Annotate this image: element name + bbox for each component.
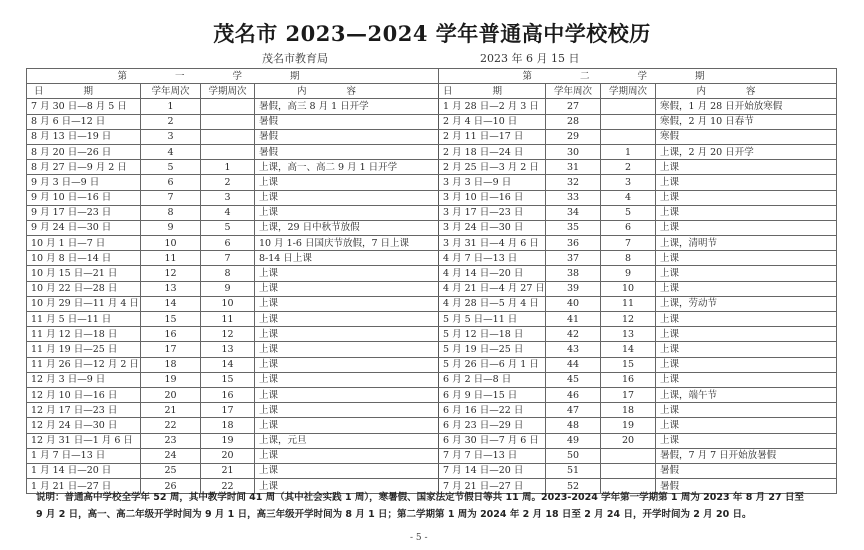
cell-year-week: 21 (141, 403, 201, 418)
cell-content: 上课 (656, 403, 837, 418)
table-row (27, 357, 837, 372)
cell-content: 上课 (255, 266, 439, 281)
cell-content: 暑假，高三 8 月 1 日开学 (255, 99, 439, 114)
cell-date: 10 月 15 日—21 日 (27, 266, 141, 281)
cell-term-week: 2 (201, 175, 255, 190)
cell-year-week: 16 (141, 327, 201, 342)
cell-term-week: 19 (601, 418, 656, 433)
cell-date: 2 月 11 日—17 日 (439, 129, 546, 144)
cell-term-week: 10 (601, 281, 656, 296)
cell-year-week: 1 (141, 99, 201, 114)
cell-term-week: 14 (601, 342, 656, 357)
cell-date: 6 月 2 日—8 日 (439, 372, 546, 387)
cell-term-week: 7 (201, 251, 255, 266)
issue-date: 2023 年 6 月 15 日 (480, 52, 580, 65)
cell-date: 2 月 4 日—10 日 (439, 114, 546, 129)
cell-date: 6 月 30 日—7 月 6 日 (439, 433, 546, 448)
cell-year-week: 35 (546, 220, 601, 235)
cell-content: 上课 (255, 448, 439, 463)
cell-year-week: 5 (141, 160, 201, 175)
table-row (27, 372, 837, 387)
note-line-2: 9 月 2 日，高一、高二年级开学时间为 9 月 1 日，高三年级开学时间为 8 月 1 日；第二学期第 1 周为 2024 年 2 月 18 日至 2 月 24 日，开学时间为 2 月 20 日。 (36, 509, 752, 520)
table-row (27, 190, 837, 205)
cell-content: 上课 (656, 175, 837, 190)
cell-term-week: 6 (601, 220, 656, 235)
cell-content: 上课 (255, 342, 439, 357)
cell-year-week: 7 (141, 190, 201, 205)
cell-content: 上课，高一、高二 9 月 1 日开学 (255, 160, 439, 175)
cell-date: 3 月 31 日—4 月 6 日 (439, 236, 546, 251)
cell-date: 5 月 5 日—11 日 (439, 312, 546, 327)
cell-year-week: 17 (141, 342, 201, 357)
cell-year-week: 19 (141, 372, 201, 387)
cell-term-week: 10 (201, 296, 255, 311)
cell-term-week: 8 (601, 251, 656, 266)
cell-term-week (201, 99, 255, 114)
cell-year-week: 8 (141, 205, 201, 220)
cell-year-week: 41 (546, 312, 601, 327)
cell-term-week: 22 (201, 479, 255, 494)
cell-content: 寒假，2 月 10 日春节 (656, 114, 837, 129)
cell-content: 上课，2 月 20 日开学 (656, 144, 837, 159)
cell-date: 10 月 29 日—11 月 4 日 (27, 296, 141, 311)
cell-date: 5 月 26 日—6 月 1 日 (439, 357, 546, 372)
cell-date: 1 月 7 日—13 日 (27, 448, 141, 463)
cell-date: 10 月 22 日—28 日 (27, 281, 141, 296)
cell-date: 2 月 18 日—24 日 (439, 144, 546, 159)
cell-content: 上课 (255, 479, 439, 494)
cell-date: 3 月 24 日—30 日 (439, 220, 546, 235)
semester-header-row (27, 69, 837, 84)
cell-term-week: 20 (601, 433, 656, 448)
table-row (27, 236, 837, 251)
cell-content: 上课 (656, 312, 837, 327)
cell-content: 上课 (255, 296, 439, 311)
cell-content: 暑假 (255, 144, 439, 159)
cell-content: 上课，端午节 (656, 387, 837, 402)
cell-content: 上课 (255, 357, 439, 372)
table-row (27, 251, 837, 266)
cell-year-week: 11 (141, 251, 201, 266)
cell-term-week (601, 129, 656, 144)
table-row (27, 175, 837, 190)
cell-date: 9 月 10 日—16 日 (27, 190, 141, 205)
cell-date: 8 月 6 日—12 日 (27, 114, 141, 129)
cell-date: 9 月 24 日—30 日 (27, 220, 141, 235)
cell-content: 上课 (656, 220, 837, 235)
cell-year-week: 29 (546, 129, 601, 144)
cell-content: 上课 (255, 372, 439, 387)
cell-date: 11 月 19 日—25 日 (27, 342, 141, 357)
cell-year-week: 51 (546, 463, 601, 478)
cell-term-week (601, 463, 656, 478)
cell-date: 8 月 27 日—9 月 2 日 (27, 160, 141, 175)
cell-year-week: 15 (141, 312, 201, 327)
cell-content: 上课 (255, 418, 439, 433)
cell-term-week: 11 (201, 312, 255, 327)
cell-date: 4 月 14 日—20 日 (439, 266, 546, 281)
cell-year-week: 20 (141, 387, 201, 402)
cell-content: 上课，元旦 (255, 433, 439, 448)
cell-term-week: 9 (201, 281, 255, 296)
table-row (27, 114, 837, 129)
cell-date: 9 月 17 日—23 日 (27, 205, 141, 220)
cell-date: 12 月 24 日—30 日 (27, 418, 141, 433)
cell-term-week (601, 114, 656, 129)
cell-term-week: 4 (201, 205, 255, 220)
cell-term-week: 16 (201, 387, 255, 402)
cell-date: 1 月 21 日—27 日 (27, 479, 141, 494)
cell-date: 6 月 23 日—29 日 (439, 418, 546, 433)
cell-date: 9 月 3 日—9 日 (27, 175, 141, 190)
cell-content: 上课 (656, 266, 837, 281)
cell-date: 11 月 26 日—12 月 2 日 (27, 357, 141, 372)
cell-content: 上课，劳动节 (656, 296, 837, 311)
cell-content: 上课 (255, 312, 439, 327)
cell-content: 上课 (255, 281, 439, 296)
cell-date: 1 月 14 日—20 日 (27, 463, 141, 478)
cell-date: 12 月 31 日—1 月 6 日 (27, 433, 141, 448)
cell-year-week: 46 (546, 387, 601, 402)
table-row (27, 418, 837, 433)
semester-2-header: 第二学期 (439, 69, 837, 84)
cell-content: 上课 (656, 357, 837, 372)
cell-content: 暑假 (656, 479, 837, 494)
cell-term-week: 9 (601, 266, 656, 281)
cell-term-week: 12 (201, 327, 255, 342)
table-row (27, 266, 837, 281)
cell-year-week: 48 (546, 418, 601, 433)
cell-term-week: 2 (601, 160, 656, 175)
school-calendar-table (26, 68, 837, 494)
cell-year-week: 28 (546, 114, 601, 129)
cell-term-week: 1 (601, 144, 656, 159)
cell-content: 上课 (656, 433, 837, 448)
cell-date: 4 月 21 日—4 月 27 日 (439, 281, 546, 296)
cell-date: 5 月 19 日—25 日 (439, 342, 546, 357)
cell-content: 暑假 (255, 114, 439, 129)
cell-content: 上课 (656, 372, 837, 387)
col-date: 日期 (439, 84, 546, 99)
cell-year-week: 4 (141, 144, 201, 159)
cell-term-week: 13 (601, 327, 656, 342)
cell-term-week: 8 (201, 266, 255, 281)
col-date: 日期 (27, 84, 141, 99)
cell-content: 上课 (656, 160, 837, 175)
cell-year-week: 2 (141, 114, 201, 129)
table-row (27, 281, 837, 296)
cell-date: 10 月 8 日—14 日 (27, 251, 141, 266)
cell-date: 10 月 1 日—7 日 (27, 236, 141, 251)
cell-content: 上课 (656, 327, 837, 342)
cell-year-week: 32 (546, 175, 601, 190)
cell-date: 4 月 28 日—5 月 4 日 (439, 296, 546, 311)
table-row (27, 463, 837, 478)
cell-term-week (201, 129, 255, 144)
cell-date: 3 月 3 日—9 日 (439, 175, 546, 190)
cell-content: 上课 (656, 190, 837, 205)
cell-term-week: 7 (601, 236, 656, 251)
table-row (27, 403, 837, 418)
col-year-week: 学年周次 (141, 84, 201, 99)
cell-term-week: 12 (601, 312, 656, 327)
cell-date: 1 月 28 日—2 月 3 日 (439, 99, 546, 114)
cell-content: 10 月 1-6 日国庆节放假，7 日上课 (255, 236, 439, 251)
col-year-week: 学年周次 (546, 84, 601, 99)
table-row (27, 99, 837, 114)
cell-year-week: 42 (546, 327, 601, 342)
cell-term-week: 17 (201, 403, 255, 418)
explanation-note (36, 489, 836, 523)
cell-content: 上课 (255, 327, 439, 342)
table-row (27, 160, 837, 175)
cell-content: 暑假 (656, 463, 837, 478)
cell-term-week: 14 (201, 357, 255, 372)
table-row (27, 387, 837, 402)
cell-content: 上课 (255, 463, 439, 478)
cell-content: 暑假，7 月 7 日开始放暑假 (656, 448, 837, 463)
table-row (27, 205, 837, 220)
table-row (27, 327, 837, 342)
cell-year-week: 49 (546, 433, 601, 448)
cell-content: 寒假 (656, 129, 837, 144)
cell-date: 7 月 21 日—27 日 (439, 479, 546, 494)
cell-term-week: 13 (201, 342, 255, 357)
cell-year-week: 18 (141, 357, 201, 372)
cell-content: 上课 (656, 342, 837, 357)
cell-term-week: 16 (601, 372, 656, 387)
cell-term-week (201, 144, 255, 159)
cell-date: 2 月 25 日—3 月 2 日 (439, 160, 546, 175)
table-row (27, 129, 837, 144)
cell-content: 上课 (656, 281, 837, 296)
cell-term-week (601, 99, 656, 114)
cell-year-week: 38 (546, 266, 601, 281)
col-content: 内容 (255, 84, 439, 99)
cell-content: 上课 (656, 251, 837, 266)
cell-year-week: 52 (546, 479, 601, 494)
cell-date: 7 月 30 日—8 月 5 日 (27, 99, 141, 114)
cell-year-week: 36 (546, 236, 601, 251)
cell-date: 12 月 10 日—16 日 (27, 387, 141, 402)
cell-year-week: 23 (141, 433, 201, 448)
cell-year-week: 3 (141, 129, 201, 144)
cell-content: 上课 (656, 418, 837, 433)
cell-year-week: 39 (546, 281, 601, 296)
cell-content: 寒假，1 月 28 日开始放寒假 (656, 99, 837, 114)
cell-year-week: 47 (546, 403, 601, 418)
cell-content: 暑假 (255, 129, 439, 144)
cell-content: 上课 (255, 175, 439, 190)
cell-term-week: 3 (601, 175, 656, 190)
cell-term-week: 5 (601, 205, 656, 220)
col-content: 内容 (656, 84, 837, 99)
cell-term-week: 17 (601, 387, 656, 402)
cell-content: 上课，清明节 (656, 236, 837, 251)
page-number: - 5 - (410, 533, 428, 543)
cell-year-week: 6 (141, 175, 201, 190)
table-row (27, 342, 837, 357)
table-row (27, 312, 837, 327)
column-header-row (27, 84, 837, 99)
cell-year-week: 27 (546, 99, 601, 114)
cell-term-week: 1 (201, 160, 255, 175)
table-row (27, 296, 837, 311)
cell-content: 上课 (656, 205, 837, 220)
cell-content: 上课 (255, 387, 439, 402)
cell-date: 8 月 13 日—19 日 (27, 129, 141, 144)
cell-year-week: 26 (141, 479, 201, 494)
cell-date: 8 月 20 日—26 日 (27, 144, 141, 159)
issuer: 茂名市教育局 (262, 52, 328, 65)
cell-year-week: 44 (546, 357, 601, 372)
table-row (27, 144, 837, 159)
cell-year-week: 37 (546, 251, 601, 266)
cell-term-week: 19 (201, 433, 255, 448)
cell-year-week: 14 (141, 296, 201, 311)
cell-year-week: 13 (141, 281, 201, 296)
cell-year-week: 40 (546, 296, 601, 311)
cell-date: 6 月 9 日—15 日 (439, 387, 546, 402)
note-line-1: 说明：普通高中学校全学年 52 周，其中教学时间 41 周（其中社会实践 1 周），寒暑假、国家法定节假日等共 11 周。2023-2024 学年第一学期第 1 周为 2023 年 8 月 27 日至 (36, 492, 804, 503)
cell-content: 上课 (255, 403, 439, 418)
cell-year-week: 12 (141, 266, 201, 281)
cell-term-week: 15 (201, 372, 255, 387)
cell-term-week (601, 448, 656, 463)
cell-term-week: 21 (201, 463, 255, 478)
col-term-week: 学期周次 (601, 84, 656, 99)
cell-content: 8-14 日上课 (255, 251, 439, 266)
document-title: 茂名市 2023—2024 学年普通高中学校校历 (213, 21, 651, 46)
cell-term-week (201, 114, 255, 129)
cell-term-week: 15 (601, 357, 656, 372)
cell-date: 5 月 12 日—18 日 (439, 327, 546, 342)
cell-content: 上课，29 日中秋节放假 (255, 220, 439, 235)
cell-year-week: 31 (546, 160, 601, 175)
cell-term-week: 6 (201, 236, 255, 251)
cell-year-week: 50 (546, 448, 601, 463)
cell-year-week: 9 (141, 220, 201, 235)
cell-year-week: 25 (141, 463, 201, 478)
cell-year-week: 45 (546, 372, 601, 387)
cell-term-week: 11 (601, 296, 656, 311)
cell-term-week: 18 (601, 403, 656, 418)
cell-term-week: 20 (201, 448, 255, 463)
table-row (27, 448, 837, 463)
cell-year-week: 33 (546, 190, 601, 205)
cell-date: 4 月 7 日—13 日 (439, 251, 546, 266)
cell-year-week: 30 (546, 144, 601, 159)
cell-date: 7 月 7 日—13 日 (439, 448, 546, 463)
cell-term-week: 18 (201, 418, 255, 433)
cell-year-week: 10 (141, 236, 201, 251)
cell-date: 7 月 14 日—20 日 (439, 463, 546, 478)
cell-year-week: 24 (141, 448, 201, 463)
cell-term-week: 4 (601, 190, 656, 205)
cell-term-week: 3 (201, 190, 255, 205)
cell-year-week: 43 (546, 342, 601, 357)
cell-date: 6 月 16 日—22 日 (439, 403, 546, 418)
table-row (27, 220, 837, 235)
cell-content: 上课 (255, 205, 439, 220)
col-term-week: 学期周次 (201, 84, 255, 99)
semester-1-header: 第一学期 (27, 69, 439, 84)
table-row (27, 433, 837, 448)
cell-term-week: 5 (201, 220, 255, 235)
cell-date: 11 月 12 日—18 日 (27, 327, 141, 342)
cell-date: 12 月 17 日—23 日 (27, 403, 141, 418)
cell-year-week: 22 (141, 418, 201, 433)
cell-date: 12 月 3 日—9 日 (27, 372, 141, 387)
cell-date: 3 月 17 日—23 日 (439, 205, 546, 220)
cell-date: 3 月 10 日—16 日 (439, 190, 546, 205)
cell-date: 11 月 5 日—11 日 (27, 312, 141, 327)
cell-year-week: 34 (546, 205, 601, 220)
cell-content: 上课 (255, 190, 439, 205)
